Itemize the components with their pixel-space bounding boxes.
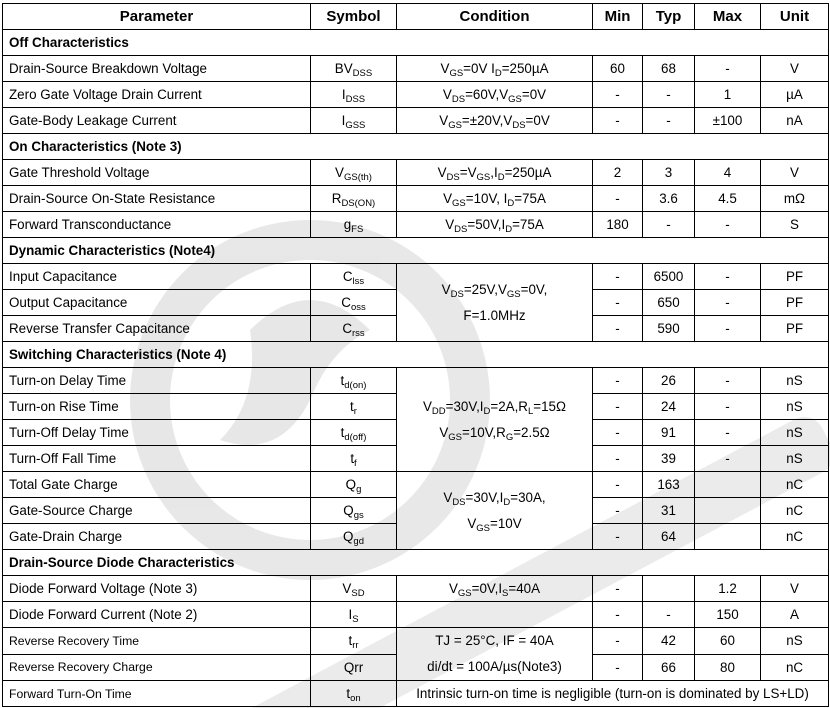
min-cell: -	[593, 290, 643, 316]
max-cell: -	[695, 368, 761, 394]
header-max: Max	[695, 4, 761, 30]
symbol-cell: $I_{DSS}$	[311, 82, 397, 108]
min-cell: -	[593, 108, 643, 134]
condition-cell: $V_{GS}=10V$, $I_D=75A$	[397, 186, 593, 212]
unit-cell: nS	[761, 628, 829, 655]
typ-cell: 590	[643, 316, 695, 342]
max-cell: ±100	[695, 108, 761, 134]
max-cell: -	[695, 420, 761, 446]
typ-cell: 24	[643, 394, 695, 420]
param-cell: Gate-Drain Charge	[3, 524, 311, 550]
min-cell: -	[593, 316, 643, 342]
symbol-cell: Qrr	[311, 654, 397, 681]
typ-cell: 64	[643, 524, 695, 550]
param-cell: Gate Threshold Voltage	[3, 160, 311, 186]
min-cell: -	[593, 186, 643, 212]
symbol-cell: $V_{GS(th)}$	[311, 160, 397, 186]
typ-cell: 31	[643, 498, 695, 524]
section-row	[3, 134, 829, 160]
typ-cell: 26	[643, 368, 695, 394]
table-row	[3, 681, 829, 707]
unit-cell: µA	[761, 82, 829, 108]
condition-cell: Intrinsic turn-on time is negligible (turn-on is dominated by LS+LD)	[397, 681, 829, 707]
section-switching: Switching Characteristics (Note 4)	[3, 342, 829, 368]
table-row	[3, 160, 829, 186]
min-cell: -	[593, 420, 643, 446]
param-cell: Turn-on Rise Time	[3, 394, 311, 420]
min-cell: -	[593, 628, 643, 655]
typ-cell: -	[643, 602, 695, 628]
table-row	[3, 576, 829, 602]
param-cell: Forward Transconductance	[3, 212, 311, 238]
param-cell: Reverse Recovery Charge	[3, 654, 311, 681]
section-diode: Drain-Source Diode Characteristics	[3, 550, 829, 576]
param-cell: Turn-Off Delay Time	[3, 420, 311, 446]
section-off: Off Characteristics	[3, 30, 829, 56]
symbol-cell: $t_{d(on)}$	[311, 368, 397, 394]
max-cell: -	[695, 56, 761, 82]
symbol-cell: $C_{rss}$	[311, 316, 397, 342]
param-cell: Turn-on Delay Time	[3, 368, 311, 394]
typ-cell: 91	[643, 420, 695, 446]
param-cell: Reverse Recovery Time	[3, 628, 311, 655]
symbol-cell: $BV_{DSS}$	[311, 56, 397, 82]
symbol-cell: $R_{DS(ON)}$	[311, 186, 397, 212]
param-cell: Turn-Off Fall Time	[3, 446, 311, 472]
param-cell: Total Gate Charge	[3, 472, 311, 498]
typ-cell	[643, 576, 695, 602]
typ-cell: 66	[643, 654, 695, 681]
table-row	[3, 82, 829, 108]
symbol-cell: $I_{GSS}$	[311, 108, 397, 134]
typ-cell: 6500	[643, 264, 695, 290]
condition-cell: $V_{DS}=25V,V_{GS}=0V$, F=1.0MHz	[397, 264, 593, 342]
section-on: On Characteristics (Note 3)	[3, 134, 829, 160]
min-cell: 60	[593, 56, 643, 82]
unit-cell: PF	[761, 290, 829, 316]
table-row	[3, 602, 829, 628]
param-cell: Output Capacitance	[3, 290, 311, 316]
section-row	[3, 238, 829, 264]
condition-cell: $V_{DS}=V_{GS},I_D=250\mu A$	[397, 160, 593, 186]
max-cell	[695, 524, 761, 550]
symbol-cell: $g_{FS}$	[311, 212, 397, 238]
section-row	[3, 30, 829, 56]
unit-cell: PF	[761, 264, 829, 290]
unit-cell: nC	[761, 524, 829, 550]
max-cell: 60	[695, 628, 761, 655]
symbol-cell: $V_{SD}$	[311, 576, 397, 602]
min-cell: -	[593, 446, 643, 472]
max-cell: 80	[695, 654, 761, 681]
max-cell: -	[695, 264, 761, 290]
param-cell: Forward Turn-On Time	[3, 681, 311, 707]
min-cell: -	[593, 602, 643, 628]
table-row	[3, 56, 829, 82]
symbol-cell: $C_{oss}$	[311, 290, 397, 316]
min-cell: 180	[593, 212, 643, 238]
header-typ: Typ	[643, 4, 695, 30]
table-row	[3, 628, 829, 655]
param-cell: Diode Forward Voltage (Note 3)	[3, 576, 311, 602]
typ-cell: 42	[643, 628, 695, 655]
param-cell: Input Capacitance	[3, 264, 311, 290]
symbol-cell: $C_{lss}$	[311, 264, 397, 290]
table-row	[3, 108, 829, 134]
section-row	[3, 550, 829, 576]
param-cell: Reverse Transfer Capacitance	[3, 316, 311, 342]
symbol-cell: $Q_{gs}$	[311, 498, 397, 524]
min-cell: -	[593, 576, 643, 602]
unit-cell: nC	[761, 654, 829, 681]
typ-cell: -	[643, 212, 695, 238]
param-cell: Drain-Source On-State Resistance	[3, 186, 311, 212]
unit-cell: V	[761, 56, 829, 82]
header-unit: Unit	[761, 4, 829, 30]
param-cell: Gate-Source Charge	[3, 498, 311, 524]
condition-cell	[397, 602, 593, 628]
unit-cell: nA	[761, 108, 829, 134]
param-cell: Drain-Source Breakdown Voltage	[3, 56, 311, 82]
symbol-cell: $I_S$	[311, 602, 397, 628]
unit-cell: V	[761, 160, 829, 186]
symbol-cell: $t_{on}$	[311, 681, 397, 707]
unit-cell: nS	[761, 446, 829, 472]
table-row	[3, 186, 829, 212]
characteristics-table	[2, 3, 829, 707]
unit-cell: S	[761, 212, 829, 238]
table-row	[3, 472, 829, 498]
max-cell: 1.2	[695, 576, 761, 602]
unit-cell: A	[761, 602, 829, 628]
header-parameter: Parameter	[3, 4, 311, 30]
typ-cell: 3	[643, 160, 695, 186]
max-cell: -	[695, 212, 761, 238]
min-cell: -	[593, 524, 643, 550]
min-cell: -	[593, 472, 643, 498]
unit-cell: V	[761, 576, 829, 602]
max-cell: -	[695, 316, 761, 342]
section-row	[3, 342, 829, 368]
typ-cell: 650	[643, 290, 695, 316]
unit-cell: nC	[761, 498, 829, 524]
condition-cell: $V_{DS}=50V,I_D=75A$	[397, 212, 593, 238]
header-row	[3, 4, 829, 30]
header-symbol: Symbol	[311, 4, 397, 30]
condition-cell: $V_{GS}=\pm 20V,V_{DS}=0V$	[397, 108, 593, 134]
header-min: Min	[593, 4, 643, 30]
max-cell: -	[695, 290, 761, 316]
table-row	[3, 368, 829, 394]
unit-cell: nS	[761, 420, 829, 446]
unit-cell: nC	[761, 472, 829, 498]
param-cell: Diode Forward Current (Note 2)	[3, 602, 311, 628]
typ-cell: 39	[643, 446, 695, 472]
unit-cell: PF	[761, 316, 829, 342]
symbol-cell: $t_{rr}$	[311, 628, 397, 655]
unit-cell: mΩ	[761, 186, 829, 212]
symbol-cell: $t_{d(off)}$	[311, 420, 397, 446]
typ-cell: -	[643, 108, 695, 134]
symbol-cell: $t_f$	[311, 446, 397, 472]
typ-cell: 163	[643, 472, 695, 498]
max-cell: -	[695, 394, 761, 420]
min-cell: -	[593, 394, 643, 420]
header-condition: Condition	[397, 4, 593, 30]
max-cell: 4	[695, 160, 761, 186]
max-cell: 1	[695, 82, 761, 108]
max-cell: 150	[695, 602, 761, 628]
min-cell: -	[593, 82, 643, 108]
condition-cell: $V_{DS}=60V,V_{GS}=0V$	[397, 82, 593, 108]
max-cell: -	[695, 446, 761, 472]
typ-cell: -	[643, 82, 695, 108]
min-cell: -	[593, 654, 643, 681]
typ-cell: 68	[643, 56, 695, 82]
unit-cell: nS	[761, 394, 829, 420]
symbol-cell: $Q_g$	[311, 472, 397, 498]
condition-cell: $V_{DS}=30V,I_D=30A$, $V_{GS}=10V$	[397, 472, 593, 550]
typ-cell: 3.6	[643, 186, 695, 212]
section-dynamic: Dynamic Characteristics (Note4)	[3, 238, 829, 264]
unit-cell: nS	[761, 368, 829, 394]
param-cell: Gate-Body Leakage Current	[3, 108, 311, 134]
max-cell: 4.5	[695, 186, 761, 212]
symbol-cell: $t_r$	[311, 394, 397, 420]
max-cell	[695, 498, 761, 524]
table-row	[3, 264, 829, 290]
max-cell	[695, 472, 761, 498]
condition-cell: $V_{DD}=30V,I_D=2A,R_L=15\Omega$ $V_{GS}=10V,R_G=2.5\Omega$	[397, 368, 593, 472]
table-row	[3, 212, 829, 238]
symbol-cell: $Q_{gd}$	[311, 524, 397, 550]
condition-cell: $V_{GS}=0V$ $I_D=250\mu A$	[397, 56, 593, 82]
min-cell: 2	[593, 160, 643, 186]
min-cell: -	[593, 264, 643, 290]
min-cell: -	[593, 368, 643, 394]
param-cell: Zero Gate Voltage Drain Current	[3, 82, 311, 108]
min-cell: -	[593, 498, 643, 524]
condition-cell: $V_{GS}=0V,I_S=40A$	[397, 576, 593, 602]
condition-cell: TJ = 25°C, IF = 40A di/dt = 100A/µs(Note3)	[397, 628, 593, 681]
